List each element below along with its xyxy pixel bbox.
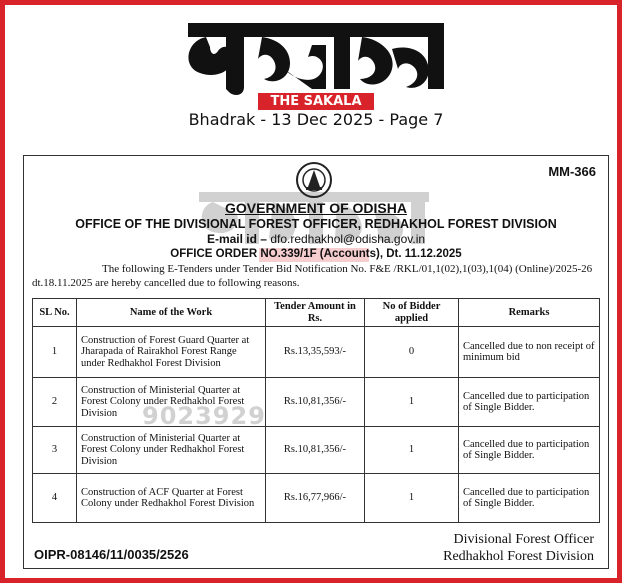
overlay-number: 9023929 bbox=[142, 402, 266, 430]
table-header-row bbox=[33, 299, 600, 327]
header-remarks: Remarks bbox=[459, 299, 600, 327]
cell-remarks: Cancelled due to non receipt of minimum bid bbox=[459, 327, 600, 378]
signatory-division: Redhakhol Forest Division bbox=[443, 549, 594, 564]
newspaper-logo[interactable] bbox=[166, 9, 466, 119]
cell-amount: Rs.10,81,356/- bbox=[266, 378, 365, 427]
cell-remarks: Cancelled due to participation of Single Bidder. bbox=[459, 474, 600, 523]
cell-amount: Rs.13,35,593/- bbox=[266, 327, 365, 378]
header-bidders: No of Bidder applied bbox=[365, 299, 459, 327]
cell-sl: 4 bbox=[33, 474, 77, 523]
cell-work: Construction of Ministerial Quarter at Forest Colony under Redhakhol Forest Division bbox=[77, 427, 266, 474]
government-heading: GOVERNMENT OF ODISHA bbox=[224, 200, 407, 216]
cell-work: Construction of Ministerial Quarter at Forest Colony under Redhakhol Forest Division bbox=[77, 378, 266, 427]
signatory-designation: Divisional Forest Officer bbox=[453, 532, 594, 547]
cell-amount: Rs.16,77,966/- bbox=[266, 474, 365, 523]
cell-work: Construction of ACF Quarter at Forest Colony under Redhakhol Forest Division bbox=[77, 474, 266, 523]
masthead bbox=[5, 9, 622, 119]
logo-band-text: THE SAKALA bbox=[270, 94, 362, 109]
notice-code: MM-366 bbox=[548, 164, 596, 179]
oipr-number: OIPR-08146/11/0035/2526 bbox=[34, 547, 189, 562]
office-heading: OFFICE OF THE DIVISIONAL FOREST OFFICER, REDHAKHOL FOREST DIVISION bbox=[75, 217, 557, 231]
cell-remarks: Cancelled due to participation of Single Bidder. bbox=[459, 378, 600, 427]
office-order-number: OFFICE ORDER NO.339/1F (Accounts), Dt. 11.12.2025 bbox=[170, 248, 462, 260]
table-row bbox=[33, 474, 600, 523]
state-emblem-icon bbox=[294, 160, 334, 200]
table-row bbox=[33, 427, 600, 474]
cell-bidders: 1 bbox=[365, 474, 459, 523]
signatory-block bbox=[443, 531, 594, 565]
header-amount: Tender Amount in Rs. bbox=[266, 299, 365, 327]
cell-bidders: 1 bbox=[365, 378, 459, 427]
email-line bbox=[24, 232, 608, 246]
table-row bbox=[33, 327, 600, 378]
header-sl: SL No. bbox=[33, 299, 77, 327]
cell-work: Construction of Forest Guard Quarter at Jharapada of Rairakhol Forest Range under Redhakhol Forest Division bbox=[77, 327, 266, 378]
cell-sl: 3 bbox=[33, 427, 77, 474]
cell-sl: 2 bbox=[33, 378, 77, 427]
email-label: E-mail id – bbox=[206, 232, 267, 246]
table-row bbox=[33, 378, 600, 427]
cell-remarks: Cancelled due to participation of Single Bidder. bbox=[459, 427, 600, 474]
email-address[interactable]: dfo.redhakhol@odisha.gov.in bbox=[270, 232, 426, 246]
tender-table bbox=[32, 298, 600, 523]
cell-bidders: 1 bbox=[365, 427, 459, 474]
notice-intro: The following E-Tenders under Tender Bid Notification No. F&E /RKL/01,1(02),1(03),1(04) (Online)/2025-26 dt.18.11.2025 are hereby cancelled due to following reasons. bbox=[32, 263, 593, 289]
cell-amount: Rs.10,81,356/- bbox=[266, 427, 365, 474]
edition-line: Bhadrak - 13 Dec 2025 - Page 7 bbox=[188, 110, 444, 129]
cell-bidders: 0 bbox=[365, 327, 459, 378]
header-work: Name of the Work bbox=[77, 299, 266, 327]
cell-sl: 1 bbox=[33, 327, 77, 378]
tender-notice bbox=[23, 155, 609, 569]
